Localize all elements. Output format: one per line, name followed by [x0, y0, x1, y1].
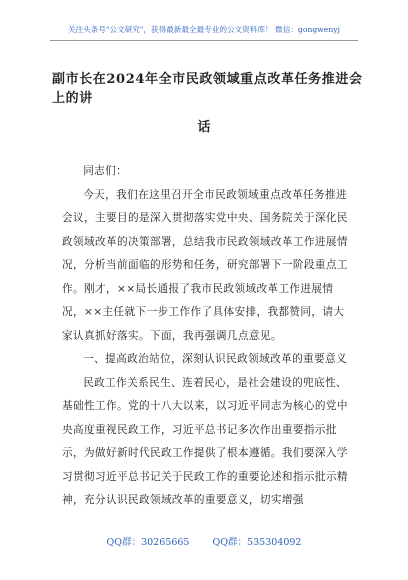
- footer-qq-group-2: QQ群：535304092: [212, 537, 302, 548]
- paragraph-section-1: 民政工作关系民生、连着民心，是社会建设的兜底性、基础性工作。党的十八大以来，以习近平同志为核心的党中央高度重视民政工作，习近平总书记多次作出重要指示批示，为做好新时代民政工作提供了根本遵循。我们要深入学习贯彻习近平总书记关于民政工作的重要论述和指示批示精神，充分认识民政领域改革的重要意义，切实增强: [62, 376, 348, 506]
- footer: [0, 534, 408, 548]
- document-title: 副市长在2024年全市民政领域重点改革任务推进会上的讲: [52, 72, 363, 106]
- header-divider: [50, 40, 358, 41]
- salutation: 同志们：: [83, 165, 128, 177]
- document-body: [62, 160, 350, 513]
- document-title-continued: 话: [197, 120, 211, 135]
- header-banner: 关注头条号"公文研究"，获得最新最全最专业的公文资料库！ 微信：gongwenyj: [67, 25, 341, 34]
- footer-qq-group-1: QQ群：30265665: [106, 537, 190, 548]
- section-heading-1: 一、提高政治站位，深刻认识民政领域改革的重要意义: [83, 353, 348, 365]
- paragraph-intro: 今天，我们在这里召开全市民政领域重点改革任务推进会议，主要目的是深入贯彻落实党中央、国务院关于深化民政领域改革的决策部署，总结我市民政领域改革工作进展情况，分析当前面临的形势和任务，研究部署下一阶段重点工作。刚才，××局长通报了我市民政领域改革工作进展情况，××主任就下一步工作作了具体安排，我都赞同，请大家认真抓好落实。下面，我再强调几点意见。: [62, 188, 348, 342]
